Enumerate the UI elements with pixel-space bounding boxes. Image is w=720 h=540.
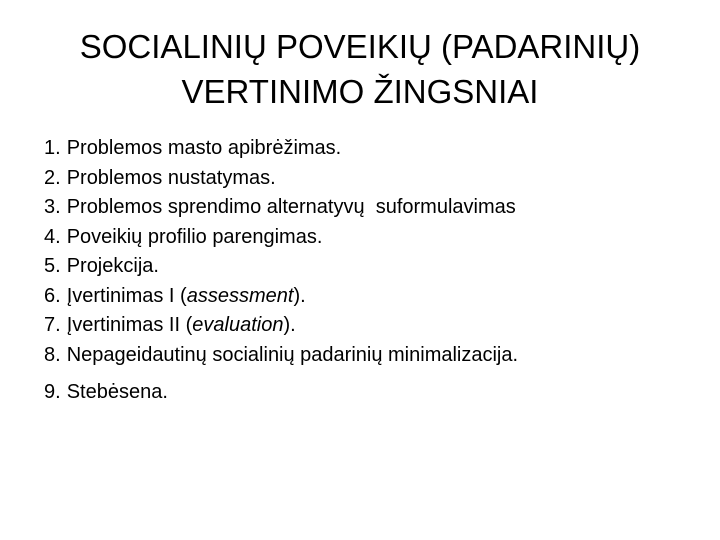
step-item-4 <box>44 223 694 253</box>
step-item-1 <box>44 134 694 164</box>
step-text: Poveikių profilio parengimas. <box>66 225 323 248</box>
step-number: 9. <box>44 381 61 403</box>
step-number: 5. <box>44 255 61 277</box>
step-number: 3. <box>44 196 61 218</box>
step-text: Problemos nustatymas. <box>66 166 276 189</box>
step-text: Problemos masto apibrėžimas. <box>66 137 342 159</box>
step-text-italic: evaluation <box>192 314 284 336</box>
step-number: 6. <box>44 284 61 307</box>
step-number: 2. <box>44 166 61 189</box>
step-item-7 <box>44 311 694 341</box>
step-text: Projekcija. <box>66 255 159 277</box>
step-text-post: ). <box>293 284 306 307</box>
step-item-5 <box>44 252 694 282</box>
step-text-post: ). <box>283 314 296 336</box>
step-text-pre: Įvertinimas I ( <box>66 284 187 307</box>
step-number: 7. <box>44 314 61 336</box>
step-item-3 <box>44 193 694 223</box>
slide-title <box>36 24 684 114</box>
title-line-1: SOCIALINIŲ POVEIKIŲ (PADARINIŲ) <box>79 28 641 65</box>
step-number: 1. <box>44 137 61 159</box>
step-number: 4. <box>44 225 61 248</box>
step-number: 8. <box>44 343 61 366</box>
step-item-9 <box>44 378 694 408</box>
step-item-6 <box>44 282 694 312</box>
step-item-8 <box>44 341 694 371</box>
step-text: Problemos sprendimo alternatyvų suformulavimas <box>66 196 516 218</box>
step-text: Nepageidautinų socialinių padarinių minimalizacija. <box>66 343 519 366</box>
step-text-pre: Įvertinimas II ( <box>66 314 193 336</box>
step-text: Stebėsena. <box>66 381 168 403</box>
step-item-2 <box>44 164 694 194</box>
steps-list <box>44 134 694 408</box>
step-text-italic: assessment <box>186 284 294 307</box>
title-line-2: VERTINIMO ŽINGSNIAI <box>181 73 539 110</box>
